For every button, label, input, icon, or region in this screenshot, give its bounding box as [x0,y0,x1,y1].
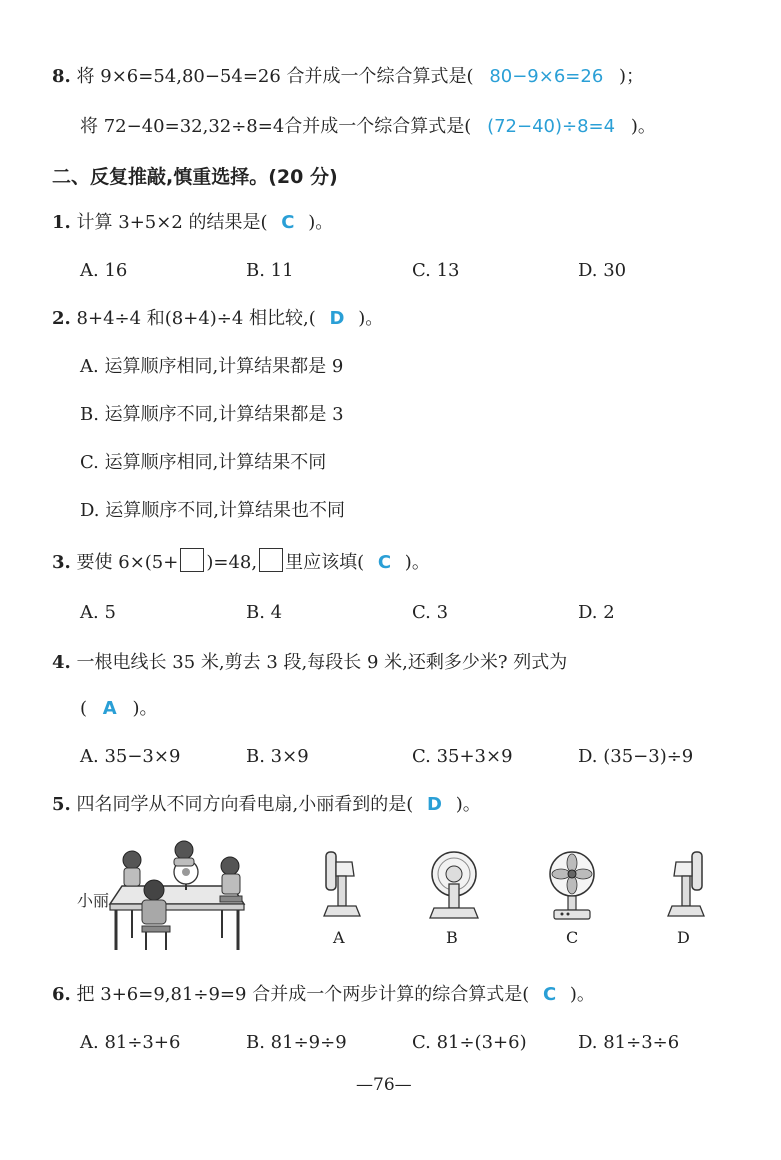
q6-stem [52,982,595,1008]
q8-line1-text: 将 9×6=54,80−54=26 合并成一个综合算式是( [76,66,474,87]
q1-option-b: B. 11 [246,260,294,281]
fan-view-c [544,850,600,922]
q4-option-d: D. (35−3)÷9 [578,746,694,767]
q3-text-c: 里应该填( [285,552,365,573]
fan-view-b [426,850,482,920]
q8-line1 [52,64,644,90]
q1-stem [52,210,333,236]
q5-text: 四名同学从不同方向看电扇,小丽看到的是( [76,794,414,815]
q3-option-b: B. 4 [246,602,283,623]
q1-close: )。 [308,212,334,233]
q2-answer: D [329,308,345,329]
q2-option-d: D. 运算顺序不同,计算结果也不同 [80,500,345,521]
q3-text-b: )=48, [206,552,258,573]
q2-text: 8+4÷4 和(8+4)÷4 相比较,( [76,308,316,329]
blank-box [180,548,204,572]
q5-number: 5. [52,794,71,815]
fan-label-c: C [566,928,579,947]
q6-option-b: B. 81÷9÷9 [246,1032,347,1053]
q3-answer: C [377,552,392,573]
q8-line2-close: )。 [630,116,656,137]
q2-option-a: A. 运算顺序相同,计算结果都是 9 [80,356,344,377]
blank-box-2 [259,548,283,572]
q4-close: )。 [132,698,158,719]
q1-option-a: A. 16 [80,260,128,281]
q3-close: )。 [404,552,430,573]
q8-line1-close: )； [619,66,645,87]
q4-answer: A [102,698,117,719]
fan-label-b: B [446,928,458,947]
q8-number: 8. [52,66,71,87]
q6-close: )。 [569,984,595,1005]
q4-option-c: C. 35+3×9 [412,746,513,767]
page-number: —76— [356,1075,412,1095]
q4-option-b: B. 3×9 [246,746,309,767]
q4-open: ( [80,698,88,719]
fan-view-a [322,848,362,920]
q6-option-c: C. 81÷(3+6) [412,1032,527,1053]
q4-number: 4. [52,652,71,673]
q4-text: 一根电线长 35 米,剪去 3 段,每段长 9 米,还剩多少米? 列式为 [76,652,568,673]
fan-label-a: A [333,928,345,947]
q5-answer: D [427,794,442,815]
q8-line1-answer: 80−9×6=26 [489,66,604,87]
q6-answer: C [542,984,557,1005]
q3-option-c: C. 3 [412,602,449,623]
q8-line2-answer: (72−40)÷8=4 [487,116,616,137]
q8-line2-text: 将 72−40=32,32÷8=4合并成一个综合算式是( [80,116,472,137]
q1-answer: C [281,212,295,233]
section-title: 二、反复推敲,慎重选择。(20 分) [52,166,338,188]
fan-label-d: D [677,928,690,947]
q1-option-d: D. 30 [578,260,627,281]
q1-text: 计算 3+5×2 的结果是( [76,212,268,233]
q3-option-d: D. 2 [578,602,615,623]
q4-stem [52,650,567,676]
q2-option-b: B. 运算顺序不同,计算结果都是 3 [80,404,344,425]
q5-close: )。 [455,794,481,815]
q2-number: 2. [52,308,71,329]
q1-option-c: C. 13 [412,260,460,281]
q3-stem [52,548,430,576]
q6-text: 把 3+6=9,81÷9=9 合并成一个两步计算的综合算式是( [76,984,530,1005]
students-table-illustration [102,838,252,958]
q6-option-a: A. 81÷3+6 [80,1032,181,1053]
q6-number: 6. [52,984,71,1005]
fan-view-d [666,848,706,920]
q2-option-c: C. 运算顺序相同,计算结果不同 [80,452,327,473]
scene-label-xiaoli: 小丽 [77,891,110,910]
q2-stem [52,306,383,332]
q8-line2 [80,114,656,140]
q3-option-a: A. 5 [80,602,116,623]
q6-option-d: D. 81÷3÷6 [578,1032,680,1053]
q2-close: )。 [358,308,384,329]
q4-stem-line2 [80,696,157,722]
q1-number: 1. [52,212,71,233]
q4-option-a: A. 35−3×9 [80,746,181,767]
q5-stem [52,792,481,818]
q3-number: 3. [52,552,71,573]
q3-text-a: 要使 6×(5+ [76,552,179,573]
